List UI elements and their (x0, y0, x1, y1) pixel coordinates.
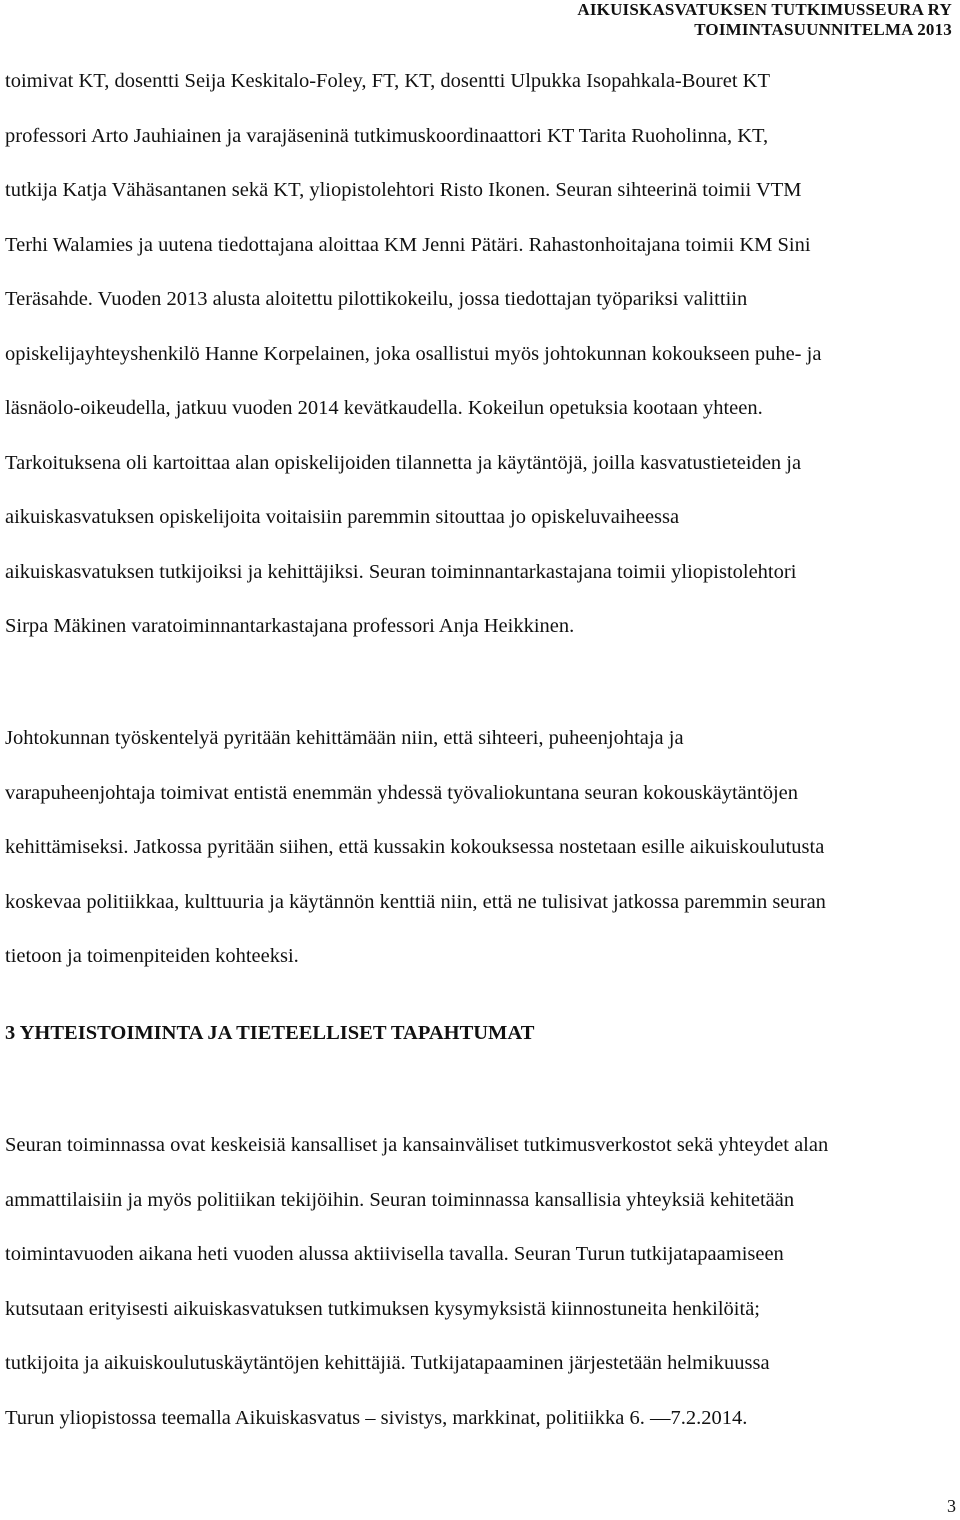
text-line: Teräsahde. Vuoden 2013 alusta aloitettu pilottikokeilu, jossa tiedottajan työpariksi valittiin (5, 288, 748, 310)
text-line: kutsutaan erityisesti aikuiskasvatuksen tutkimuksen kysymyksistä kiinnostuneita henkilöitä; (5, 1297, 760, 1320)
paragraph-board-work (5, 711, 960, 984)
text-line: Terhi Walamies ja uutena tiedottajana aloittaa KM Jenni Pätäri. Rahastonhoitajana toimii KM Sini (5, 233, 811, 256)
text-line: kehittämiseksi. Jatkossa pyritään siihen, että kussakin kokouksessa nostetaan esille aikuiskoulutusta (5, 836, 825, 858)
text-line: Johtokunnan työskentelyä pyritään kehittämään niin, että sihteeri, puheenjohtaja ja (5, 727, 684, 749)
text-line: Seuran toiminnassa ovat keskeisiä kansalliset ja kansainväliset tutkimusverkostot sekä yhteydet alan (5, 1134, 829, 1156)
text-line: opiskelijayhteyshenkilö Hanne Korpelainen, joka osallistui myös johtokunnan kokoukseen puhe- ja (5, 342, 822, 365)
header-document-title: TOIMINTASUUNNITELMA 2013 (694, 20, 952, 39)
text-line: tutkija Katja Vähäsantanen sekä KT, yliopistolehtori Risto Ikonen. Seuran sihteerinä toimii VTM (5, 179, 802, 201)
page-number: 3 (947, 1496, 956, 1516)
text-line: aikuiskasvatuksen tutkijoiksi ja kehittäjiksi. Seuran toiminnantarkastajana toimii yliopistolehtori (5, 560, 797, 583)
paragraph-cooperation (5, 1118, 960, 1445)
page-header (577, 0, 952, 40)
text-line: Turun yliopistossa teemalla Aikuiskasvatus – sivistys, markkinat, politiikka 6. —7.2.2014. (5, 1406, 748, 1429)
text-line: koskevaa politiikkaa, kulttuuria ja käytännön kenttiä niin, että ne tulisivat jatkossa paremmin seuran (5, 890, 826, 913)
text-line: ammattilaisiin ja myös politiikan tekijöihin. Seuran toiminnassa kansallisia yhteyksiä kehitetään (5, 1188, 795, 1211)
text-line: aikuiskasvatuksen opiskelijoita voitaisiin paremmin sitouttaa jo opiskeluvaiheessa (5, 506, 680, 528)
text-line: toimintavuoden aikana heti vuoden alussa aktiivisella tavalla. Seuran Turun tutkijatapaamiseen (5, 1243, 784, 1265)
paragraph-board-members (5, 54, 960, 654)
text-line: Sirpa Mäkinen varatoiminnantarkastajana professori Anja Heikkinen. (5, 615, 575, 637)
text-line: toimivat KT, dosentti Seija Keskitalo-Foley, FT, KT, dosentti Ulpukka Isopahkala-Bouret KT (5, 70, 771, 92)
text-line: professori Arto Jauhiainen ja varajäseninä tutkimuskoordinaattori KT Tarita Ruoholinna, KT, (5, 124, 769, 147)
section-heading: 3 YHTEISTOIMINTA JA TIETEELLISET TAPAHTUMAT (5, 1022, 535, 1044)
text-line: läsnäolo-oikeudella, jatkuu vuoden 2014 kevätkaudella. Kokeilun opetuksia kootaan yhteen. (5, 397, 763, 419)
text-line: Tarkoituksena oli kartoittaa alan opiskelijoiden tilannetta ja käytäntöjä, joilla kasvatustieteiden ja (5, 451, 802, 474)
text-line: varapuheenjohtaja toimivat entistä enemmän yhdessä työvaliokuntana seuran kokouskäytäntöjen (5, 781, 799, 804)
text-line: tutkijoita ja aikuiskoulutuskäytäntöjen kehittäjiä. Tutkijatapaaminen järjestetään helmikuussa (5, 1352, 770, 1374)
header-organization: AIKUISKASVATUKSEN TUTKIMUSSEURA RY (577, 0, 952, 19)
text-line: tietoon ja toimenpiteiden kohteeksi. (5, 945, 299, 967)
